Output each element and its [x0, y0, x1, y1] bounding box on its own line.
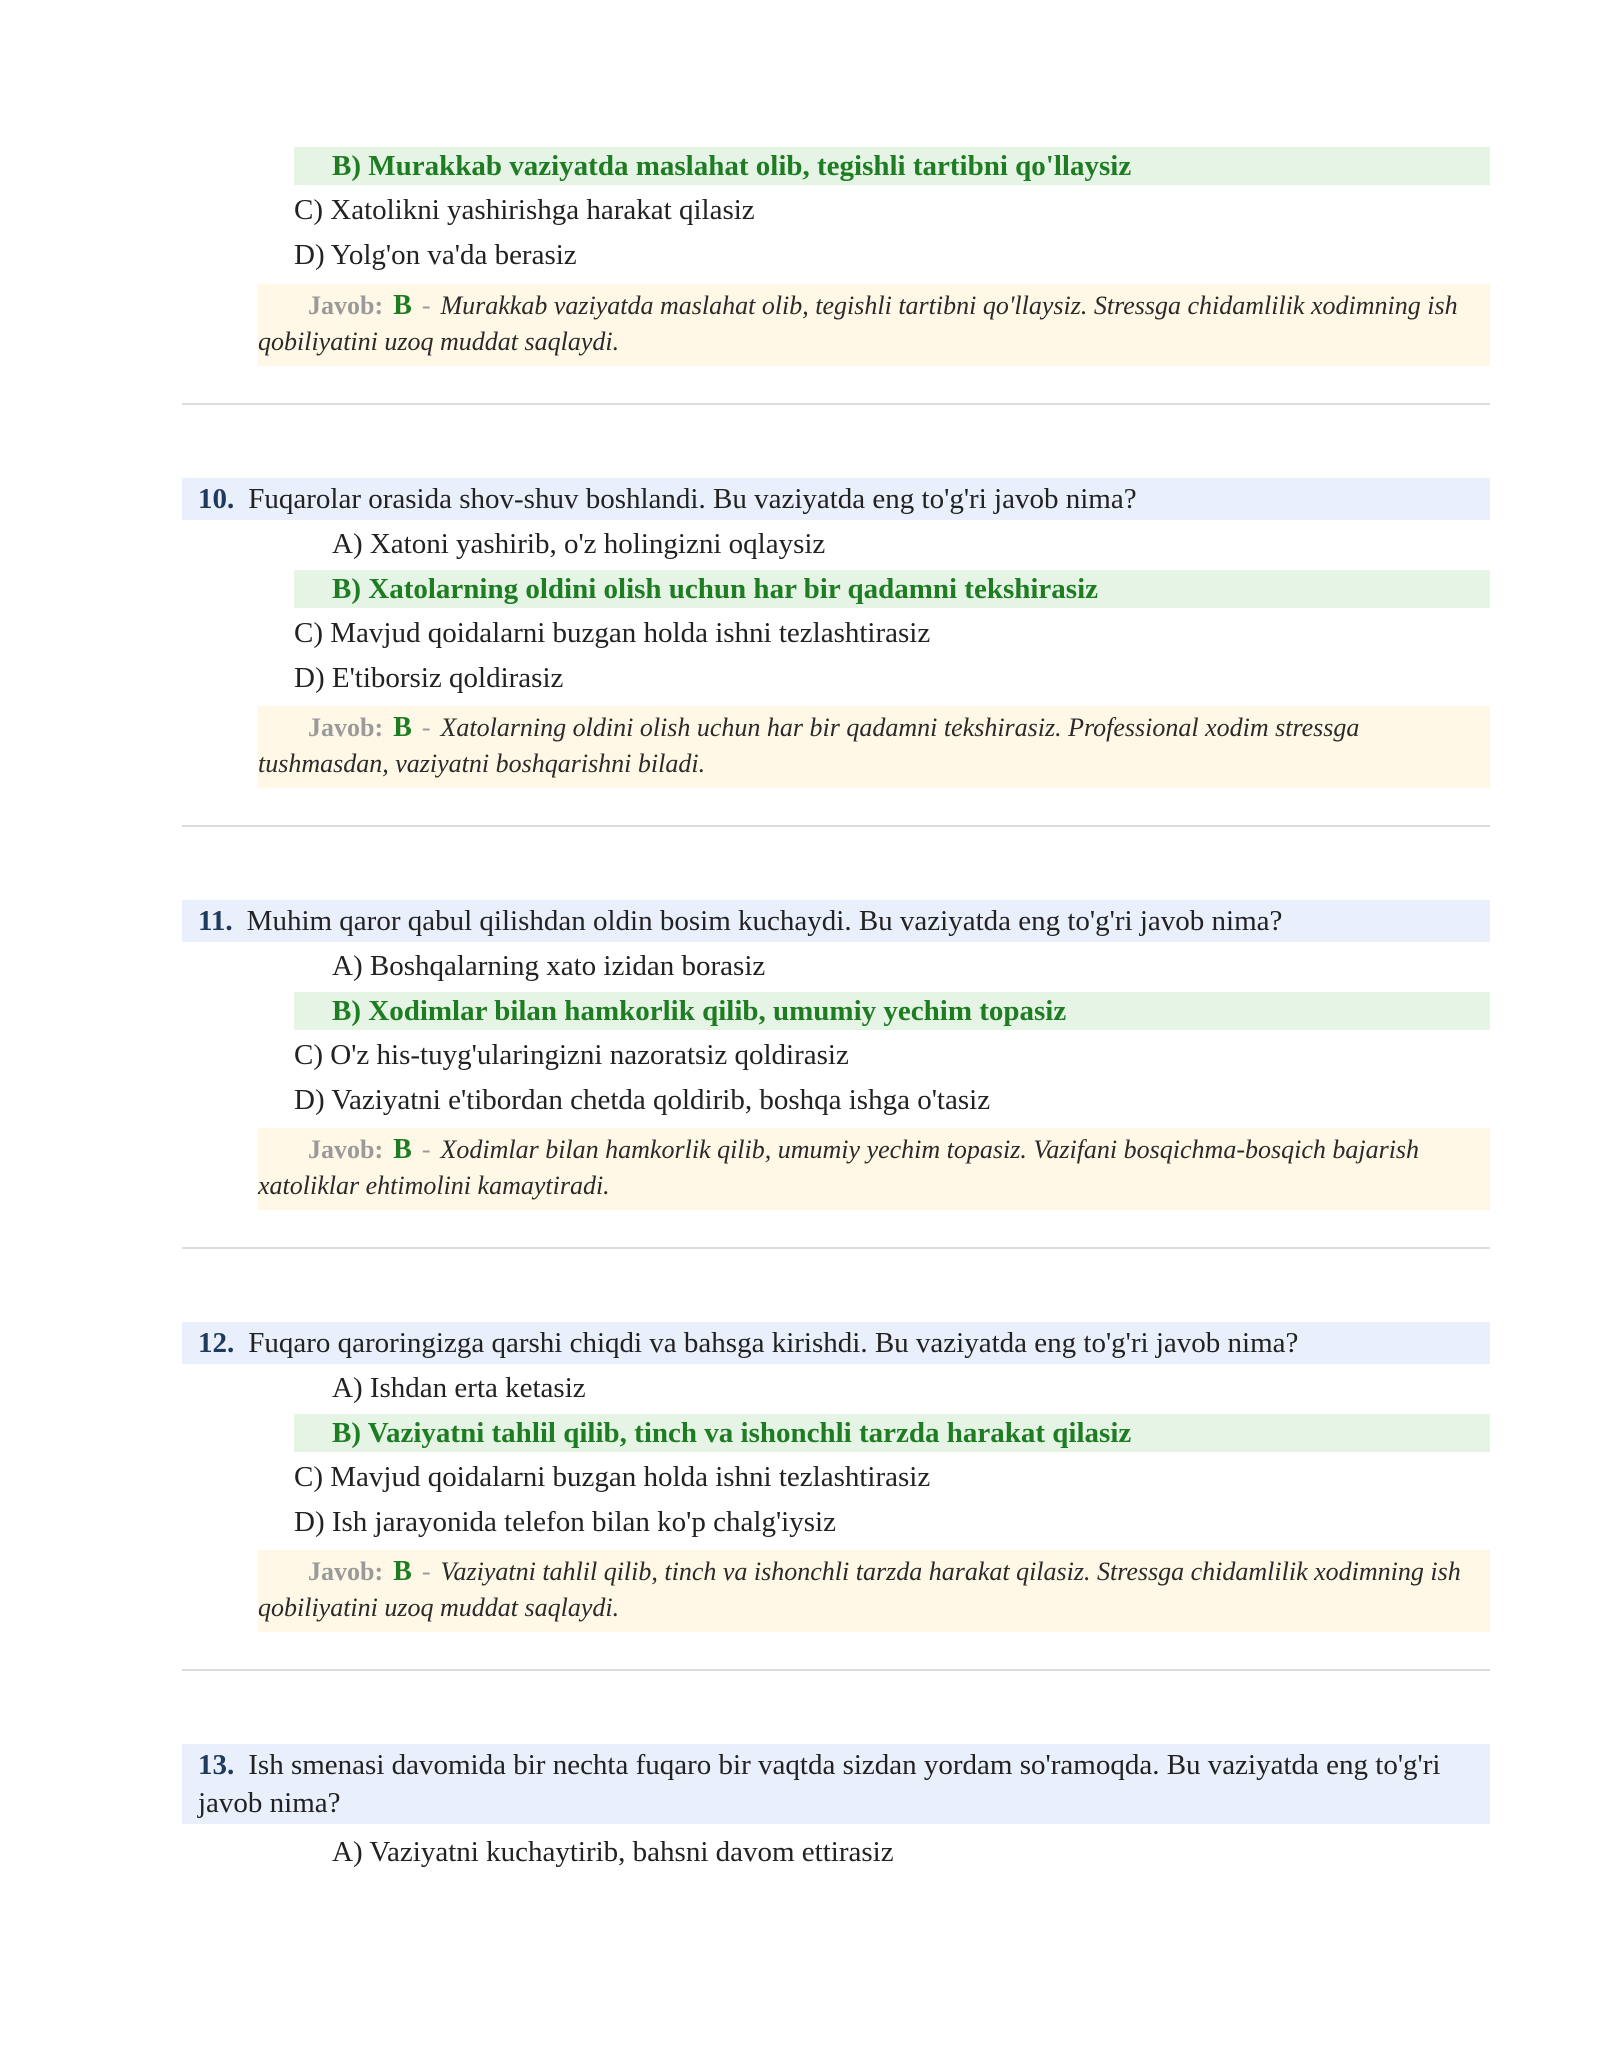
question-12: [182, 1322, 1490, 1364]
answer-box: [258, 284, 1490, 366]
answer-box: [258, 1128, 1490, 1210]
answer-dash: -: [421, 291, 431, 320]
question-text: Fuqaro qaroringizga qarshi chiqdi va bahsga kirishdi. Bu vaziyatda eng to'g'ri javob nima?: [248, 1327, 1299, 1359]
answer-label: Javob:: [308, 291, 384, 320]
question-13: [182, 1744, 1490, 1824]
option-a: A) Ishdan erta ketasiz: [332, 1372, 586, 1404]
question-text: Ish smenasi davomida bir nechta fuqaro bir vaqtda sizdan yordam so'ramoqda. Bu vaziyatda eng to'g'ri javob nima?: [198, 1749, 1441, 1819]
option-c: C) O'z his-tuyg'ularingizni nazoratsiz qoldirasiz: [294, 1039, 849, 1071]
answer-letter: B: [393, 1556, 412, 1587]
option-d: D) Vaziyatni e'tibordan chetda qoldirib, boshqa ishga o'tasiz: [294, 1084, 991, 1116]
question-number: 10.: [198, 483, 235, 515]
option-a: A) Vaziyatni kuchaytirib, bahsni davom ettirasiz: [332, 1836, 894, 1868]
option-d: D) E'tiborsiz qoldirasiz: [294, 662, 564, 694]
option-d: D) Yolg'on va'da berasiz: [294, 239, 577, 271]
option-a: A) Xatoni yashirib, o'z holingizni oqlaysiz: [332, 528, 826, 560]
question-text: Fuqarolar orasida shov-shuv boshlandi. Bu vaziyatda eng to'g'ri javob nima?: [248, 483, 1137, 515]
answer-letter: B: [393, 290, 412, 321]
divider: [182, 1669, 1490, 1671]
answer-box: [258, 1550, 1490, 1632]
answer-box: [258, 706, 1490, 788]
answer-label: Javob:: [308, 1135, 384, 1164]
option-b-correct: B) Xatolarning oldini olish uchun har bir qadamni tekshirasiz: [294, 570, 1490, 608]
question-number: 11.: [198, 905, 233, 937]
answer-dash: -: [421, 1135, 431, 1164]
answer-dash: -: [421, 1557, 431, 1586]
option-d: D) Ish jarayonida telefon bilan ko'p chalg'iysiz: [294, 1506, 836, 1538]
divider: [182, 1247, 1490, 1249]
question-10: [182, 478, 1490, 520]
question-text: Muhim qaror qabul qilishdan oldin bosim kuchaydi. Bu vaziyatda eng to'g'ri javob nima?: [246, 905, 1283, 937]
answer-label: Javob:: [308, 713, 384, 742]
answer-label: Javob:: [308, 1557, 384, 1586]
answer-explanation: Murakkab vaziyatda maslahat olib, tegishli tartibni qo'llaysiz. Stressga chidamlilik xodimning ish qobiliyatini uzoq muddat saqlaydi.: [258, 291, 1458, 356]
answer-dash: -: [421, 713, 431, 742]
answer-explanation: Xatolarning oldini olish uchun har bir qadamni tekshirasiz. Professional xodim stressga tushmasdan, vaziyatni boshqarishni biladi.: [258, 713, 1360, 778]
question-number: 12.: [198, 1327, 235, 1359]
option-c: C) Mavjud qoidalarni buzgan holda ishni tezlashtirasiz: [294, 617, 931, 649]
option-b-correct: B) Xodimlar bilan hamkorlik qilib, umumiy yechim topasiz: [294, 992, 1490, 1030]
option-b-correct: B) Murakkab vaziyatda maslahat olib, tegishli tartibni qo'llaysiz: [294, 147, 1490, 185]
option-a: A) Boshqalarning xato izidan borasiz: [332, 950, 766, 982]
option-c: C) Mavjud qoidalarni buzgan holda ishni tezlashtirasiz: [294, 1461, 931, 1493]
answer-explanation: Vaziyatni tahlil qilib, tinch va ishonchli tarzda harakat qilasiz. Stressga chidamlilik xodimning ish qobiliyatini uzoq muddat saqlaydi.: [258, 1557, 1461, 1622]
question-number: 13.: [198, 1749, 235, 1781]
answer-letter: B: [393, 1134, 412, 1165]
answer-letter: B: [393, 712, 412, 743]
option-b-correct: B) Vaziyatni tahlil qilib, tinch va ishonchli tarzda harakat qilasiz: [294, 1414, 1490, 1452]
option-c: C) Xatolikni yashirishga harakat qilasiz: [294, 194, 755, 226]
question-11: [182, 900, 1490, 942]
answer-explanation: Xodimlar bilan hamkorlik qilib, umumiy yechim topasiz. Vazifani bosqichma-bosqich bajarish xatoliklar ehtimolini kamaytiradi.: [258, 1135, 1420, 1200]
divider: [182, 403, 1490, 405]
divider: [182, 825, 1490, 827]
